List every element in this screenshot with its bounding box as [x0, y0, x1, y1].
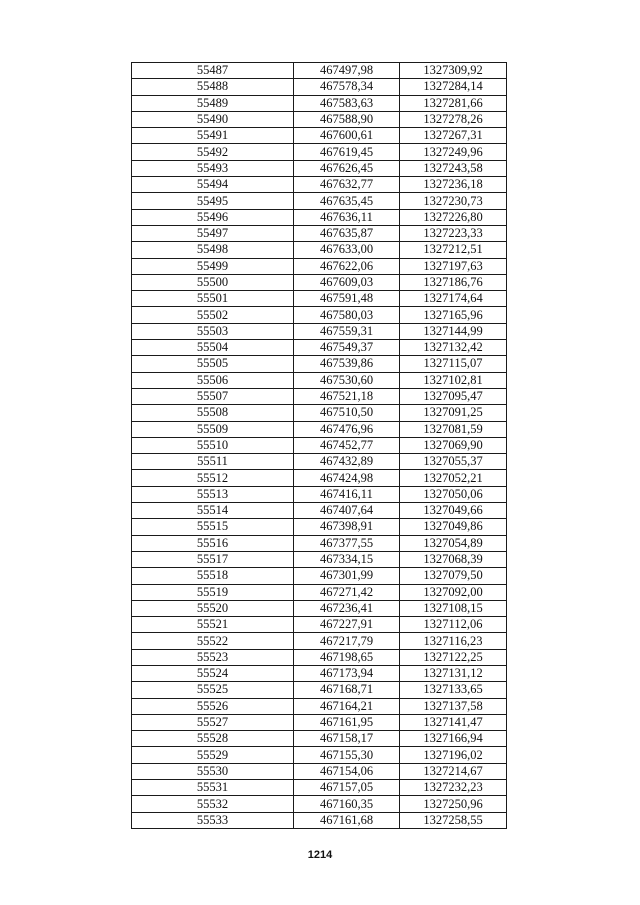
- table-row: [132, 551, 507, 567]
- point-number-cell: 55520: [132, 600, 294, 616]
- x-coordinate-cell: 467549,37: [294, 340, 400, 356]
- table-row: [132, 812, 507, 828]
- table-row: [132, 291, 507, 307]
- x-coordinate-cell: 467559,31: [294, 323, 400, 339]
- table-row: [132, 307, 507, 323]
- table-row: [132, 665, 507, 681]
- y-coordinate-cell: 1327230,73: [400, 193, 507, 209]
- point-number-cell: 55503: [132, 323, 294, 339]
- x-coordinate-cell: 467198,65: [294, 649, 400, 665]
- page-number: 1214: [307, 849, 333, 861]
- y-coordinate-cell: 1327133,65: [400, 682, 507, 698]
- x-coordinate-cell: 467635,45: [294, 193, 400, 209]
- point-number-cell: 55516: [132, 535, 294, 551]
- point-number-cell: 55505: [132, 356, 294, 372]
- x-coordinate-cell: 467636,11: [294, 209, 400, 225]
- y-coordinate-cell: 1327081,59: [400, 421, 507, 437]
- y-coordinate-cell: 1327281,66: [400, 95, 507, 111]
- x-coordinate-cell: 467416,11: [294, 486, 400, 502]
- point-number-cell: 55513: [132, 486, 294, 502]
- point-number-cell: 55525: [132, 682, 294, 698]
- y-coordinate-cell: 1327166,94: [400, 731, 507, 747]
- y-coordinate-cell: 1327258,55: [400, 812, 507, 828]
- y-coordinate-cell: 1327079,50: [400, 568, 507, 584]
- point-number-cell: 55492: [132, 144, 294, 160]
- x-coordinate-cell: 467168,71: [294, 682, 400, 698]
- x-coordinate-cell: 467161,68: [294, 812, 400, 828]
- table-row: [132, 388, 507, 404]
- x-coordinate-cell: 467497,98: [294, 63, 400, 79]
- x-coordinate-cell: 467161,95: [294, 714, 400, 730]
- point-number-cell: 55491: [132, 128, 294, 144]
- y-coordinate-cell: 1327122,25: [400, 649, 507, 665]
- x-coordinate-cell: 467452,77: [294, 437, 400, 453]
- table-row: [132, 372, 507, 388]
- point-number-cell: 55494: [132, 177, 294, 193]
- y-coordinate-cell: 1327055,37: [400, 454, 507, 470]
- x-coordinate-cell: 467398,91: [294, 519, 400, 535]
- table-row: [132, 747, 507, 763]
- y-coordinate-cell: 1327226,80: [400, 209, 507, 225]
- x-coordinate-cell: 467619,45: [294, 144, 400, 160]
- x-coordinate-cell: 467217,79: [294, 633, 400, 649]
- x-coordinate-cell: 467633,00: [294, 242, 400, 258]
- point-number-cell: 55529: [132, 747, 294, 763]
- y-coordinate-cell: 1327250,96: [400, 796, 507, 812]
- y-coordinate-cell: 1327137,58: [400, 698, 507, 714]
- x-coordinate-cell: 467160,35: [294, 796, 400, 812]
- x-coordinate-cell: 467236,41: [294, 600, 400, 616]
- point-number-cell: 55519: [132, 584, 294, 600]
- y-coordinate-cell: 1327309,92: [400, 63, 507, 79]
- point-number-cell: 55530: [132, 763, 294, 779]
- table-row: [132, 111, 507, 127]
- point-number-cell: 55523: [132, 649, 294, 665]
- y-coordinate-cell: 1327108,15: [400, 600, 507, 616]
- x-coordinate-cell: 467271,42: [294, 584, 400, 600]
- table-row: [132, 405, 507, 421]
- y-coordinate-cell: 1327236,18: [400, 177, 507, 193]
- x-coordinate-cell: 467377,55: [294, 535, 400, 551]
- y-coordinate-cell: 1327131,12: [400, 665, 507, 681]
- table-row: [132, 323, 507, 339]
- point-number-cell: 55508: [132, 405, 294, 421]
- y-coordinate-cell: 1327095,47: [400, 388, 507, 404]
- point-number-cell: 55489: [132, 95, 294, 111]
- table-row: [132, 503, 507, 519]
- point-number-cell: 55517: [132, 551, 294, 567]
- point-number-cell: 55524: [132, 665, 294, 681]
- x-coordinate-cell: 467521,18: [294, 388, 400, 404]
- table-row: [132, 63, 507, 79]
- point-number-cell: 55500: [132, 274, 294, 290]
- point-number-cell: 55511: [132, 454, 294, 470]
- table-row: [132, 95, 507, 111]
- table-row: [132, 470, 507, 486]
- point-number-cell: 55498: [132, 242, 294, 258]
- point-number-cell: 55501: [132, 291, 294, 307]
- point-number-cell: 55510: [132, 437, 294, 453]
- x-coordinate-cell: 467635,87: [294, 225, 400, 241]
- table-row: [132, 209, 507, 225]
- table-row: [132, 242, 507, 258]
- x-coordinate-cell: 467578,34: [294, 79, 400, 95]
- table-row: [132, 356, 507, 372]
- y-coordinate-cell: 1327102,81: [400, 372, 507, 388]
- y-coordinate-cell: 1327186,76: [400, 274, 507, 290]
- x-coordinate-cell: 467476,96: [294, 421, 400, 437]
- point-number-cell: 55528: [132, 731, 294, 747]
- table-row: [132, 649, 507, 665]
- table-row: [132, 535, 507, 551]
- coordinates-table-body: [132, 63, 507, 829]
- point-number-cell: 55506: [132, 372, 294, 388]
- y-coordinate-cell: 1327049,86: [400, 519, 507, 535]
- y-coordinate-cell: 1327214,67: [400, 763, 507, 779]
- x-coordinate-cell: 467622,06: [294, 258, 400, 274]
- x-coordinate-cell: 467158,17: [294, 731, 400, 747]
- table-row: [132, 144, 507, 160]
- table-row: [132, 600, 507, 616]
- table-row: [132, 340, 507, 356]
- x-coordinate-cell: 467173,94: [294, 665, 400, 681]
- x-coordinate-cell: 467157,05: [294, 780, 400, 796]
- table-row: [132, 437, 507, 453]
- y-coordinate-cell: 1327223,33: [400, 225, 507, 241]
- table-row: [132, 731, 507, 747]
- y-coordinate-cell: 1327174,64: [400, 291, 507, 307]
- point-number-cell: 55487: [132, 63, 294, 79]
- table-row: [132, 780, 507, 796]
- point-number-cell: 55507: [132, 388, 294, 404]
- point-number-cell: 55518: [132, 568, 294, 584]
- point-number-cell: 55521: [132, 617, 294, 633]
- x-coordinate-cell: 467591,48: [294, 291, 400, 307]
- x-coordinate-cell: 467424,98: [294, 470, 400, 486]
- y-coordinate-cell: 1327165,96: [400, 307, 507, 323]
- x-coordinate-cell: 467583,63: [294, 95, 400, 111]
- x-coordinate-cell: 467164,21: [294, 698, 400, 714]
- x-coordinate-cell: 467626,45: [294, 160, 400, 176]
- y-coordinate-cell: 1327115,07: [400, 356, 507, 372]
- table-row: [132, 274, 507, 290]
- point-number-cell: 55502: [132, 307, 294, 323]
- table-row: [132, 714, 507, 730]
- y-coordinate-cell: 1327284,14: [400, 79, 507, 95]
- table-row: [132, 258, 507, 274]
- table-row: [132, 763, 507, 779]
- point-number-cell: 55522: [132, 633, 294, 649]
- x-coordinate-cell: 467407,64: [294, 503, 400, 519]
- table-row: [132, 79, 507, 95]
- y-coordinate-cell: 1327092,00: [400, 584, 507, 600]
- x-coordinate-cell: 467530,60: [294, 372, 400, 388]
- y-coordinate-cell: 1327091,25: [400, 405, 507, 421]
- x-coordinate-cell: 467432,89: [294, 454, 400, 470]
- x-coordinate-cell: 467539,86: [294, 356, 400, 372]
- y-coordinate-cell: 1327069,90: [400, 437, 507, 453]
- table-row: [132, 160, 507, 176]
- point-number-cell: 55531: [132, 780, 294, 796]
- y-coordinate-cell: 1327196,02: [400, 747, 507, 763]
- table-row: [132, 421, 507, 437]
- point-number-cell: 55495: [132, 193, 294, 209]
- table-row: [132, 617, 507, 633]
- y-coordinate-cell: 1327232,23: [400, 780, 507, 796]
- y-coordinate-cell: 1327054,89: [400, 535, 507, 551]
- y-coordinate-cell: 1327116,23: [400, 633, 507, 649]
- x-coordinate-cell: 467580,03: [294, 307, 400, 323]
- point-number-cell: 55499: [132, 258, 294, 274]
- table-row: [132, 486, 507, 502]
- y-coordinate-cell: 1327267,31: [400, 128, 507, 144]
- x-coordinate-cell: 467510,50: [294, 405, 400, 421]
- point-number-cell: 55514: [132, 503, 294, 519]
- y-coordinate-cell: 1327049,66: [400, 503, 507, 519]
- y-coordinate-cell: 1327197,63: [400, 258, 507, 274]
- x-coordinate-cell: 467227,91: [294, 617, 400, 633]
- point-number-cell: 55509: [132, 421, 294, 437]
- y-coordinate-cell: 1327249,96: [400, 144, 507, 160]
- x-coordinate-cell: 467334,15: [294, 551, 400, 567]
- coordinates-table: [131, 62, 507, 829]
- x-coordinate-cell: 467155,30: [294, 747, 400, 763]
- y-coordinate-cell: 1327132,42: [400, 340, 507, 356]
- point-number-cell: 55488: [132, 79, 294, 95]
- point-number-cell: 55533: [132, 812, 294, 828]
- point-number-cell: 55490: [132, 111, 294, 127]
- table-row: [132, 193, 507, 209]
- x-coordinate-cell: 467600,61: [294, 128, 400, 144]
- point-number-cell: 55504: [132, 340, 294, 356]
- y-coordinate-cell: 1327243,58: [400, 160, 507, 176]
- table-row: [132, 128, 507, 144]
- y-coordinate-cell: 1327068,39: [400, 551, 507, 567]
- point-number-cell: 55527: [132, 714, 294, 730]
- x-coordinate-cell: 467632,77: [294, 177, 400, 193]
- point-number-cell: 55515: [132, 519, 294, 535]
- table-row: [132, 796, 507, 812]
- point-number-cell: 55493: [132, 160, 294, 176]
- table-row: [132, 682, 507, 698]
- table-row: [132, 584, 507, 600]
- y-coordinate-cell: 1327141,47: [400, 714, 507, 730]
- point-number-cell: 55496: [132, 209, 294, 225]
- table-row: [132, 568, 507, 584]
- y-coordinate-cell: 1327212,51: [400, 242, 507, 258]
- table-row: [132, 519, 507, 535]
- table-row: [132, 177, 507, 193]
- point-number-cell: 55512: [132, 470, 294, 486]
- y-coordinate-cell: 1327050,06: [400, 486, 507, 502]
- x-coordinate-cell: 467301,99: [294, 568, 400, 584]
- table-row: [132, 225, 507, 241]
- table-row: [132, 633, 507, 649]
- table-row: [132, 698, 507, 714]
- point-number-cell: 55497: [132, 225, 294, 241]
- x-coordinate-cell: 467154,06: [294, 763, 400, 779]
- y-coordinate-cell: 1327144,99: [400, 323, 507, 339]
- x-coordinate-cell: 467609,03: [294, 274, 400, 290]
- table-row: [132, 454, 507, 470]
- point-number-cell: 55532: [132, 796, 294, 812]
- x-coordinate-cell: 467588,90: [294, 111, 400, 127]
- y-coordinate-cell: 1327052,21: [400, 470, 507, 486]
- y-coordinate-cell: 1327278,26: [400, 111, 507, 127]
- point-number-cell: 55526: [132, 698, 294, 714]
- y-coordinate-cell: 1327112,06: [400, 617, 507, 633]
